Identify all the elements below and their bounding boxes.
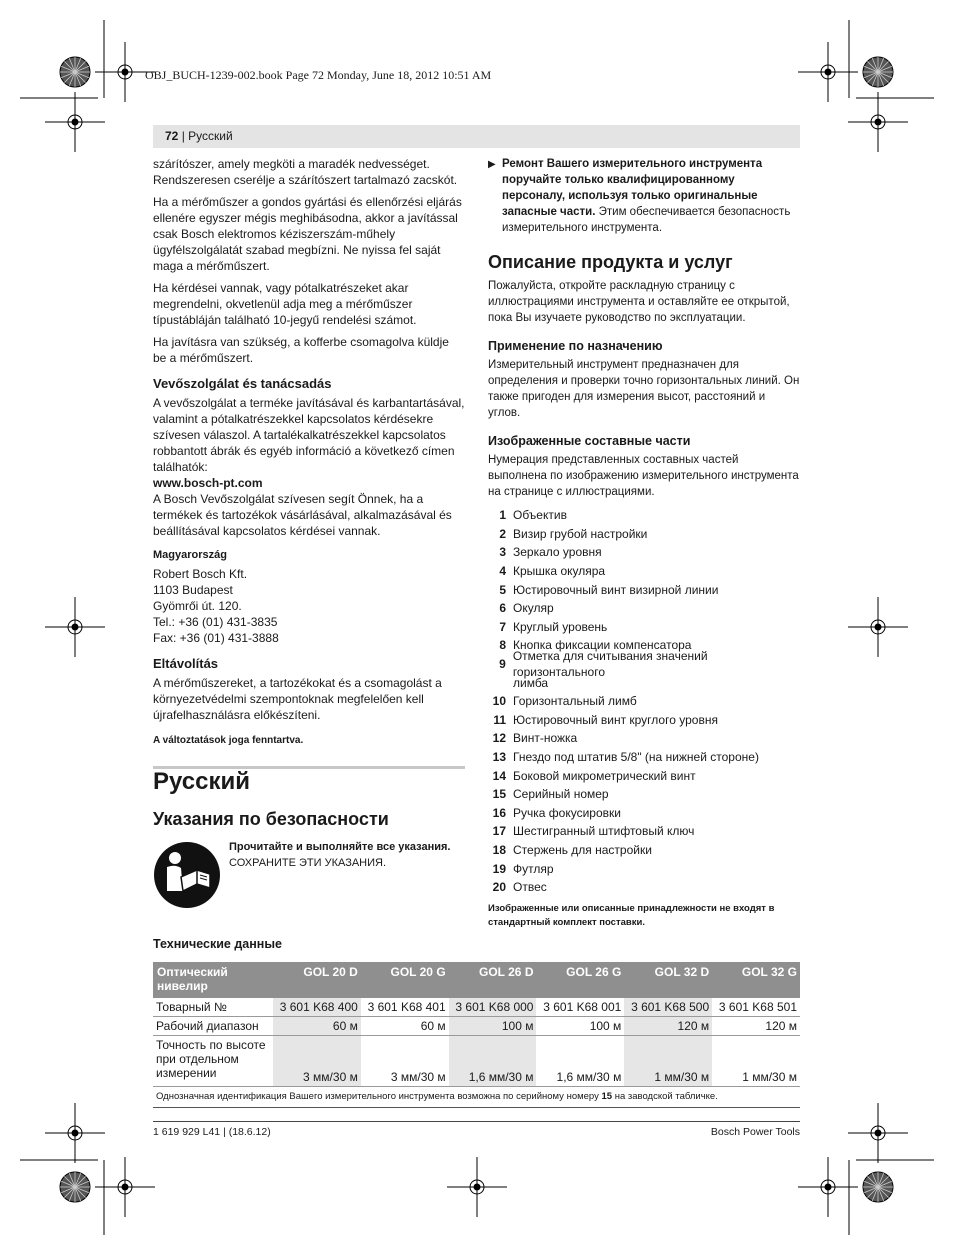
heading-disposal: Eltávolítás [153,656,219,671]
table-header-row [153,962,800,998]
paragraph: A Bosch Vevőszolgálat szívesen segít Önnek, ha a termékek és tartozékok vásárlásával, alkalmazásával és beállításával kapcsolatos kérdései vannak. [153,492,452,538]
list-item [488,859,800,878]
item-label: Гнездо под штатив 5/8" (на нижней стороне) [513,750,759,765]
item-number: 20 [492,880,506,895]
rights-note: A változtatások joga fenntartva. [153,735,304,746]
item-label: Серийный номер [513,787,609,802]
page-header-bar [153,125,800,148]
list-item [488,729,800,748]
heading-service: Vevőszolgálat és tanácsadás [153,376,332,391]
item-number: 8 [499,638,506,653]
list-item [488,822,800,841]
item-number: 13 [492,750,506,765]
table-cell: 3 601 K68 401 [361,998,449,1017]
safety-normal: СОХРАНИТЕ ЭТИ УКАЗАНИЯ. [229,857,387,869]
page-header: 72 | Русский [165,129,233,143]
item-number: 3 [499,545,506,560]
table-header-cell: GOL 32 G [712,962,800,998]
item-label: Футляр [513,861,554,876]
list-item [488,878,800,897]
item-label: Кнопка фиксации компенсатора [513,638,692,653]
row-label: Точность по высоте при отдельном измерении [153,1036,273,1087]
website-url: www.bosch-pt.com [153,476,263,490]
table-note-row [153,1087,800,1108]
list-item [488,580,800,599]
table-cell: 100 м [449,1017,537,1036]
color-bar-wheel-icon [60,57,90,87]
table-cell: 60 м [273,1017,361,1036]
item-number: 12 [492,731,506,746]
item-number: 18 [492,842,506,857]
item-label: Юстировочный винт визирной линии [513,582,719,597]
item-number: 1 [499,508,506,523]
table-cell: 1,6 мм/30 м [536,1036,624,1087]
paragraph: szárítószer, amely megköti a maradék nedvességet. Rendszeresen cserélje a szárítószert tartalmazó zacskót. [153,157,458,187]
registration-target-icon [45,597,105,657]
item-label: Винт-ножка [513,731,578,746]
row-label: Товарный № [153,998,273,1017]
table-cell: 3 601 K68 000 [449,998,537,1017]
table-row [153,998,800,1017]
bullet-triangle-icon: ▶ [488,159,496,170]
list-item [488,543,800,562]
tech-data-table [153,962,800,1108]
list-item [488,599,800,618]
footer-rule [153,1121,800,1122]
paragraph: Измерительный инструмент предназначен для определения и проверки точно горизонтальных линий. Он также пригоден для измерения высот, расстояний и углов. [488,359,800,419]
tech-data-title: Технические данные [153,937,282,951]
table-cell: 3 601 K68 001 [536,998,624,1017]
table-cell: 120 м [712,1017,800,1036]
table-cell: 1 мм/30 м [624,1036,712,1087]
table-cell: 3 мм/30 м [273,1036,361,1087]
table-header-cell: GOL 20 G [361,962,449,998]
print-info-line: OBJ_BUCH-1239-002.book Page 72 Monday, June 18, 2012 10:51 AM [145,68,492,82]
table-header-cell: Оптический нивелир [153,962,273,998]
fax: Fax: +36 (01) 431-3888 [153,631,279,645]
item-label: Юстировочный винт круглого уровня [513,712,718,727]
item-number: 14 [492,768,506,783]
item-number: 6 [499,601,506,616]
note-number: 15 [601,1091,613,1102]
paragraph: Ha javításra van szükség, a kofferbe csomagolva küldje be a mérőműszert. [153,335,449,365]
heading-country: Magyarország [153,549,227,561]
item-number: 10 [492,694,506,709]
heading-intended-use: Применение по назначению [488,339,663,353]
paragraph: Нумерация представленных составных частей выполнена по изображению измерительного инструмента на странице с иллюстрациями. [488,454,799,498]
item-label: Ручка фокусировки [513,805,621,820]
table-header-cell: GOL 20 D [273,962,361,998]
table-cell: 1,6 мм/30 м [449,1036,537,1087]
list-item [488,525,800,544]
note-text: Однозначная идентификация Вашего измерительного инструмента возможна по серийному номеру [156,1091,599,1102]
table-cell: 120 м [624,1017,712,1036]
item-label: Боковой микрометрический винт [513,768,696,783]
left-column [153,156,465,749]
page-number: 72 [165,129,179,143]
list-item [488,649,800,680]
safety-note [229,839,469,871]
safety-title: Указания по безопасности [153,809,389,829]
paragraph: A mérőműszereket, a tartozékokat és a csomagolást a környezetvédelmi szempontoknak megfelelően kell újrafelhasználásra előkészíteni. [153,676,442,722]
item-label: Визир грубой настройки [513,526,648,541]
address-line: Robert Bosch Kft. [153,567,248,581]
header-section: Русский [188,129,233,143]
registration-target-icon [848,597,908,657]
table-cell: 3 мм/30 м [361,1036,449,1087]
address-line: 1103 Budapest [153,583,233,597]
item-number: 15 [492,787,506,802]
list-item [488,785,800,804]
color-bar-wheel-icon [863,57,893,87]
paragraph: Ha a mérőműszer a gondos gyártási és ellenőrzési eljárás ellenére egyszer mégis meghibásodna, akkor a javítással csak Bosch elektromos kéziszerszám-műhely ügyfélszolgálatát szabad megbízni. Ne nyissa fel saját maga a mérőműszert. [153,195,462,273]
components-list [488,506,800,896]
registration-target-icon [447,1157,507,1217]
phone: Tel.: +36 (01) 431-3835 [153,615,278,629]
table-row [153,1036,800,1087]
item-label: Крышка окуляра [513,564,606,579]
table-header-cell: GOL 26 D [449,962,537,998]
table-note [153,1087,800,1108]
item-label: Круглый уровень [513,619,608,634]
item-number: 7 [499,619,506,634]
list-item [488,506,800,525]
table-cell: 3 601 K68 400 [273,998,361,1017]
table-row [153,1017,800,1036]
list-item [488,711,800,730]
item-label: Объектив [513,508,567,523]
item-number: 5 [499,582,506,597]
list-item [488,841,800,860]
list-item [488,562,800,581]
list-item [488,766,800,785]
item-number: 4 [499,564,506,579]
footer-code: 1 619 929 L41 | (18.6.12) [153,1126,271,1138]
item-label: Шестигранный штифтовый ключ [513,824,695,839]
item-number: 16 [492,805,506,820]
item-number: 9 [499,657,506,672]
read-manual-icon [153,841,221,909]
color-bar-wheel-icon [60,1172,90,1202]
item-number: 2 [499,526,506,541]
item-number: 17 [492,824,506,839]
item-number: 11 [493,712,506,727]
row-label: Рабочий диапазон [153,1017,273,1036]
list-item [488,618,800,637]
list-item [488,692,800,711]
registration-target-icon [45,1103,105,1163]
paragraph: Пожалуйста, откройте раскладную страницу с иллюстрациями инструмента и оставляйте ее открытой, пока Вы изучаете руководство по эксплуатации. [488,280,790,324]
description-title: Описание продукта и услуг [488,252,733,272]
registration-target-icon [848,1103,908,1163]
accessories-note: Изображенные или описанные принадлежности не входят в стандартный комплект поставки. [488,903,775,929]
paragraph: Ha kérdései vannak, vagy pótalkatrészeket akar megrendelni, okvetlenül adja meg a mérőműszer típustábláján található 10-jegyű rendelési számot. [153,281,417,327]
table-cell: 100 м [536,1017,624,1036]
registration-target-icon [848,92,908,152]
address-line: Gyömrői út. 120. [153,599,242,613]
registration-target-icon [45,92,105,152]
item-label: Горизонтальный лимб [513,694,637,709]
table-header-cell: GOL 32 D [624,962,712,998]
table-cell: 3 601 K68 500 [624,998,712,1017]
footer-brand: Bosch Power Tools [710,1126,800,1138]
table-header-cell: GOL 26 G [536,962,624,998]
note-text: на заводской табличке. [614,1091,718,1102]
item-label: Зеркало уровня [513,545,602,560]
table-cell: 3 601 K68 501 [712,998,800,1017]
item-label: Стержень для настройки [513,842,652,857]
safety-bold: Прочитайте и выполняйте все указания. [229,841,451,853]
language-title: Русский [153,768,250,795]
paragraph: A vevőszolgálat a terméke javításával és karbantartásával, valamint a pótalkatrészekkel kapcsolatos kérdésekre szívesen válaszol. A tartalékalkatrészekkel kapcsolatos robbantott ábrák és egyéb információ a következő címen találhatók: [153,396,465,474]
table-cell: 1 мм/30 м [712,1036,800,1087]
list-item [488,748,800,767]
item-label: Отметка для считывания значений горизонтального [512,649,708,680]
table-cell: 60 м [361,1017,449,1036]
item-label: Окуляр [513,601,554,616]
color-bar-wheel-icon [863,1172,893,1202]
repair-warning [488,156,800,236]
right-column [488,156,800,930]
item-label: Отвес [513,880,547,895]
list-item [488,804,800,823]
repair-normal: Этим обеспечивается безопасность измерительного инструмента. [502,206,791,234]
item-label: лимба [513,675,549,690]
repair-bold: Ремонт Вашего измерительного инструмента поручайте только квалифицированному персоналу, используя только оригинальные запасные части. [502,158,763,218]
item-number: 19 [492,861,506,876]
heading-components: Изображенные составные части [488,434,691,448]
